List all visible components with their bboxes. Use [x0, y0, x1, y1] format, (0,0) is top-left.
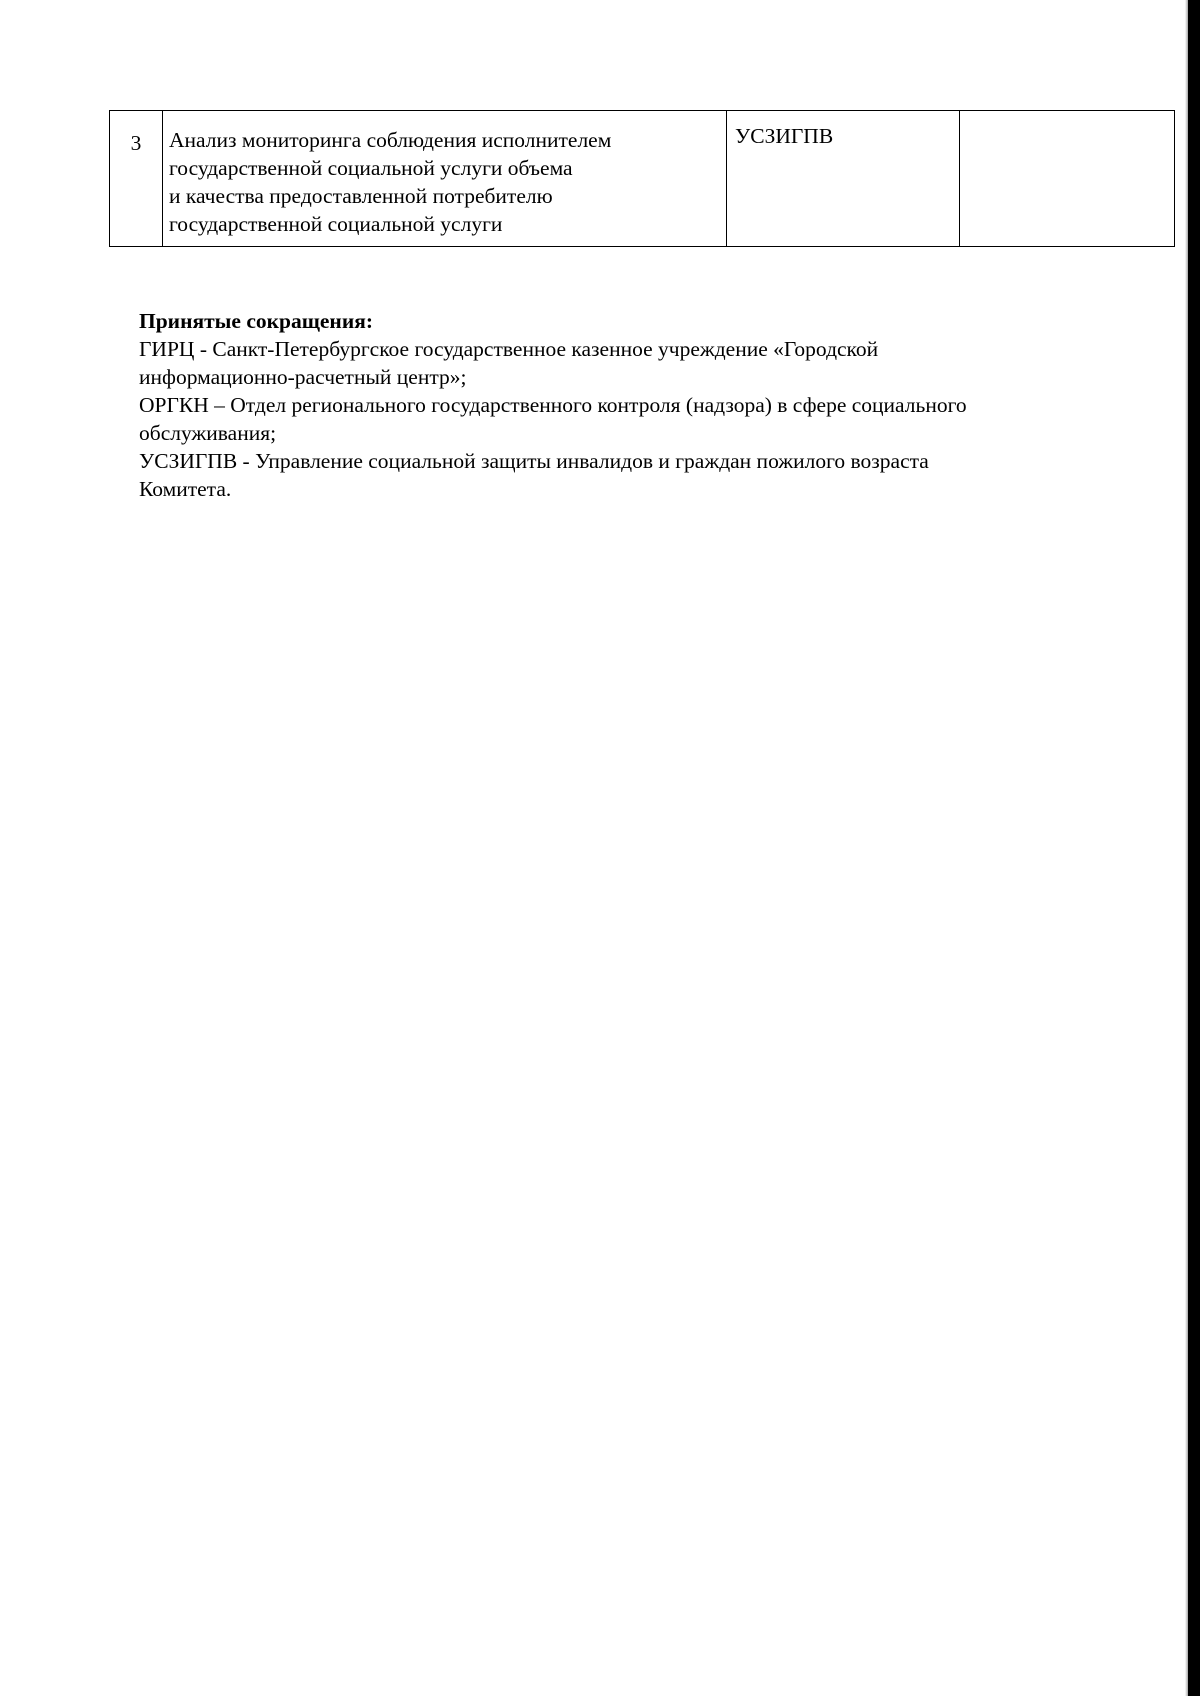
row-description-line: государственной социальной услуги объема: [169, 156, 573, 180]
measures-table: [109, 110, 1175, 247]
row-description-cell: [163, 111, 727, 247]
row-number: 3: [130, 131, 142, 155]
abbreviation-line: информационно-расчетный центр»;: [139, 365, 467, 389]
row-responsible-cell: [727, 111, 960, 247]
abbreviation-line: УСЗИГПВ - Управление социальной защиты инвалидов и граждан пожилого возраста: [139, 449, 929, 473]
abbreviation-line: обслуживания;: [139, 421, 277, 445]
abbreviations-heading: Принятые сокращения:: [139, 309, 374, 333]
row-description-line: и качества предоставленной потребителю: [169, 184, 553, 208]
scan-edge-border: [1188, 0, 1200, 1696]
abbreviations-section: [139, 307, 1099, 503]
row-number-cell: [110, 111, 163, 247]
row-description-line: Анализ мониторинга соблюдения исполнителем: [169, 128, 612, 152]
abbreviation-line: ГИРЦ - Санкт-Петербургское государственное казенное учреждение «Городской: [139, 337, 879, 361]
abbreviation-line: ОРГКН – Отдел регионального государственного контроля (надзора) в сфере социального: [139, 393, 967, 417]
row-responsible: УСЗИГПВ: [735, 124, 834, 148]
row-description-line: государственной социальной услуги: [169, 212, 503, 236]
row-extra-cell: [960, 111, 1175, 247]
table-row: [110, 111, 1175, 247]
abbreviation-line: Комитета.: [139, 477, 232, 501]
